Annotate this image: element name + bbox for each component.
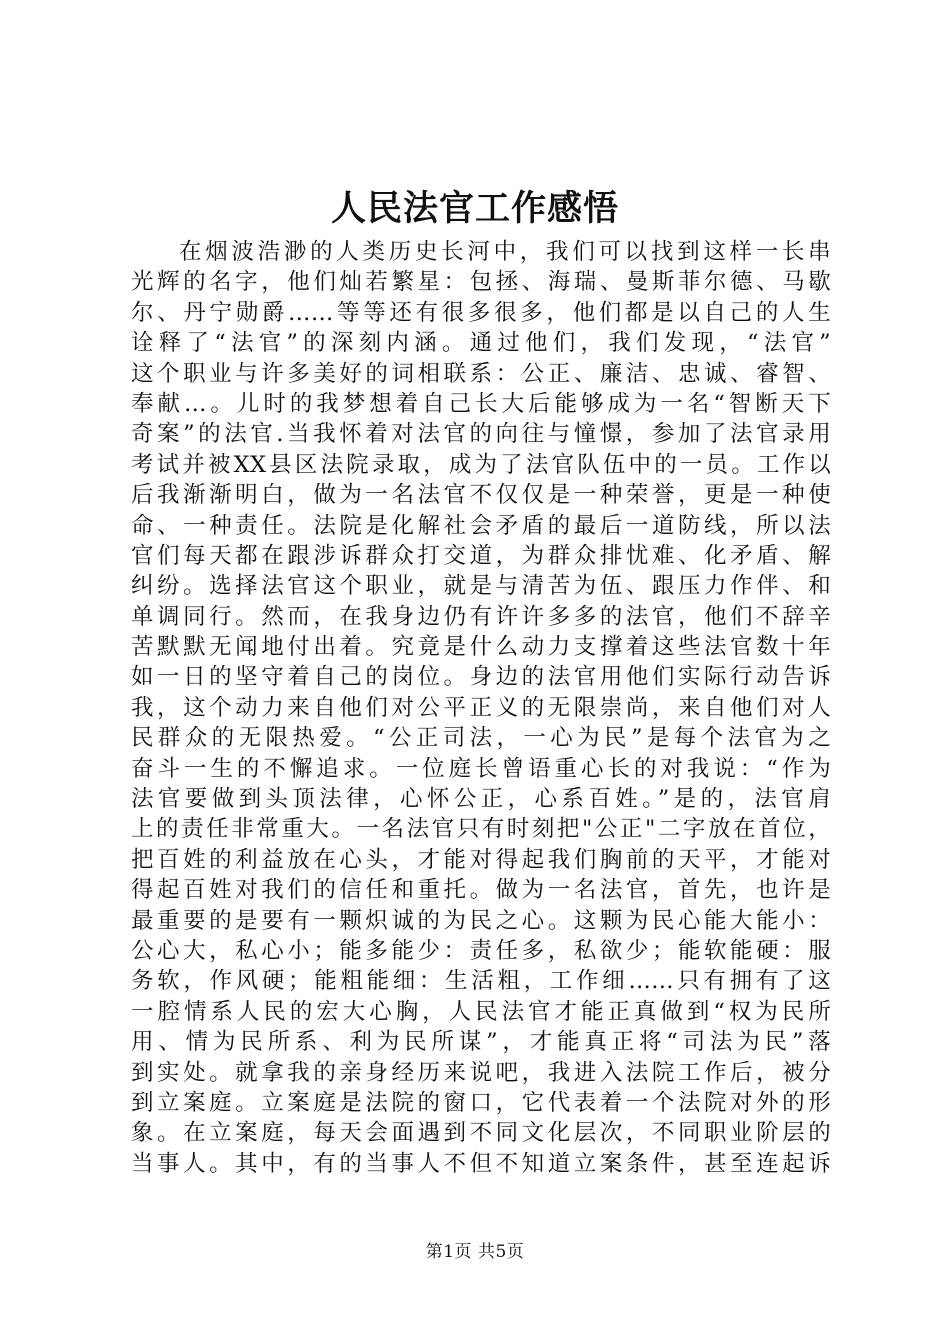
text-line: 纠纷。选择法官这个职业，就是与清苦为伍、跟压力作伴、和 [131,573,831,600]
text-line: 把百姓的利益放在心头，才能对得起我们胸前的天平，才能对 [131,846,831,873]
text-line: 苦默默无闻地付出着。究竟是什么动力支撑着这些法官数十年 [131,634,831,661]
text-line: 上的责任非常重大。一名法官只有时刻把"公正"二字放在首位， [131,816,831,843]
text-line: 单调同行。然而，在我身边仍有许许多多的法官，他们不辞辛 [131,603,831,630]
text-line: 尔、丹宁勋爵……等等还有很多很多，他们都是以自己的人生 [131,299,831,326]
text-line: 公心大，私心小；能多能少：责任多，私欲少；能软能硬：服 [131,937,831,964]
text-line: 象。在立案庭，每天会面遇到不同文化层次，不同职业阶层的 [131,1120,831,1147]
text-line: 民群众的无限热爱。“公正司法，一心为民”是每个法官为之 [131,725,831,752]
text-line: 诠释了“法官”的深刻内涵。通过他们，我们发现，“法官” [131,330,831,357]
text-line: 奉献…。儿时的我梦想着自己长大后能够成为一名“智断天下 [131,390,831,417]
text-line: 得起百姓对我们的信任和重托。做为一名法官，首先，也许是 [131,877,831,904]
text-line: 奋斗一生的不懈追求。一位庭长曾语重心长的对我说：“作为 [131,755,831,782]
text-line: 在烟波浩渺的人类历史长河中，我们可以找到这样一长串 [179,239,831,265]
page-title: 人民法官工作感悟 [330,188,619,229]
text-line: 官们每天都在跟涉诉群众打交道，为群众排忧难、化矛盾、解 [131,542,831,569]
text-line: 考试并被XX县区法院录取，成为了法官队伍中的一员。工作以 [131,451,831,478]
text-line: 到立案庭。立案庭是法院的窗口，它代表着一个法院对外的形 [131,1089,831,1116]
text-line: 这个职业与许多美好的词相联系：公正、廉洁、忠诚、睿智、 [131,360,831,387]
text-line: 我，这个动力来自他们对公平正义的无限崇尚，来自他们对人 [131,694,831,721]
text-line: 奇案”的法官.当我怀着对法官的向往与憧憬，参加了法官录用 [131,421,831,448]
page-footer: 第1页 共5页 [425,1242,525,1262]
text-line: 当事人。其中，有的当事人不但不知道立案条件，甚至连起诉 [131,1150,831,1177]
text-line: 命、一种责任。法院是化解社会矛盾的最后一道防线，所以法 [131,512,831,539]
text-line: 法官要做到头顶法律，心怀公正，心系百姓。”是的，法官肩 [131,786,831,813]
text-line: 如一日的坚守着自己的岗位。身边的法官用他们实际行动告诉 [131,664,831,691]
text-line: 用、情为民所系、利为民所谋”，才能真正将“司法为民”落 [131,1029,831,1056]
body-text [131,237,831,1179]
text-line: 后我渐渐明白，做为一名法官不仅仅是一种荣誉，更是一种使 [131,482,831,509]
text-line: 最重要的是要有一颗炽诚的为民之心。这颗为民心能大能小： [131,907,831,934]
text-line: 务软，作风硬；能粗能细：生活粗，工作细……只有拥有了这 [131,968,831,995]
text-line: 一腔情系人民的宏大心胸，人民法官才能正真做到“权为民所 [131,998,831,1025]
text-line: 光辉的名字，他们灿若繁星：包拯、海瑞、曼斯菲尔德、马歇 [131,269,831,296]
text-line: 到实处。就拿我的亲身经历来说吧，我进入法院工作后，被分 [131,1059,831,1086]
